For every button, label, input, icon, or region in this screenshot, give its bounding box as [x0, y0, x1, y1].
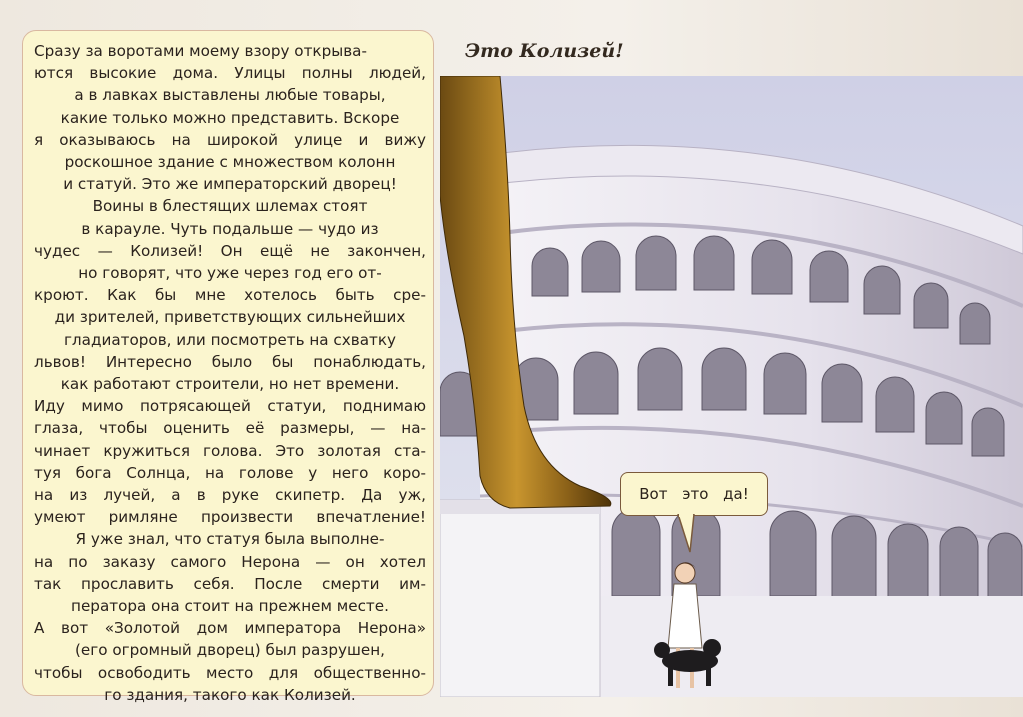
story-line: роскошное здание с множеством колонн — [64, 153, 396, 172]
story-line: туя бога Солнца, на голове у него коро- — [34, 463, 426, 482]
story-line: но говорят, что уже через год его от- — [78, 264, 382, 283]
story-line: Воины в блестящих шлемах стоят — [92, 197, 368, 216]
story-line: (его огромный дворец) был разрушен, — [74, 641, 385, 660]
story-line: чтобы освободить место для общественно- — [34, 663, 426, 682]
story-line: Я уже знал, что статуя была выполне- — [75, 530, 385, 549]
story-line: ются высокие дома. Улицы полны людей, — [34, 64, 426, 83]
story-line: чинает кружиться голова. Это золотая ста- — [34, 441, 426, 460]
story-line: кроют. Как бы мне хотелось быть сре- — [34, 286, 426, 305]
illustration-title: Это Колизей! — [465, 40, 624, 62]
story-line: на из лучей, а в руке скипетр. Да уж, — [34, 486, 426, 505]
story-line: глаза, чтобы оценить её размеры, — на- — [34, 419, 426, 438]
story-line: ди зрителей, приветствующих сильнейших — [54, 308, 406, 327]
story-line: го здания, такого как Колизей. — [104, 685, 356, 704]
speech-bubble: Вот это да! — [620, 472, 768, 516]
story-line: ператора она стоит на прежнем месте. — [71, 597, 389, 616]
story-line: в карауле. Чуть подальше — чудо из — [81, 219, 379, 238]
story-line: А вот «Золотой дом императора Нерона» — [34, 619, 426, 638]
story-text — [34, 40, 426, 706]
story-line: гладиаторов, или посмотреть на схватку — [63, 330, 397, 349]
story-line: львов! Интересно было бы понаблюдать, — [34, 352, 426, 371]
story-line: умеют римляне произвести впечатление! — [34, 508, 426, 527]
story-line: чудес — Колизей! Он ещё не закончен, — [34, 241, 426, 260]
story-line: и статуй. Это же императорский дворец! — [63, 175, 397, 194]
story-line: на по заказу самого Нерона — он хотел — [34, 552, 426, 571]
story-line: как работают строители, но нет времени. — [60, 375, 400, 394]
story-line: а в лавках выставлены любые товары, — [74, 86, 386, 105]
story-line: я оказываюсь на широкой улице и вижу — [34, 130, 426, 149]
colosseum-illustration — [440, 76, 1023, 697]
story-line: Иду мимо потрясающей статуи, поднимаю — [34, 397, 426, 416]
story-line: так прославить себя. После смерти им- — [34, 574, 426, 593]
story-line: какие только можно представить. Вскоре — [60, 108, 400, 127]
story-line: Сразу за воротами моему взору открыва- — [34, 42, 367, 60]
speech-bubble-tail — [676, 514, 706, 554]
